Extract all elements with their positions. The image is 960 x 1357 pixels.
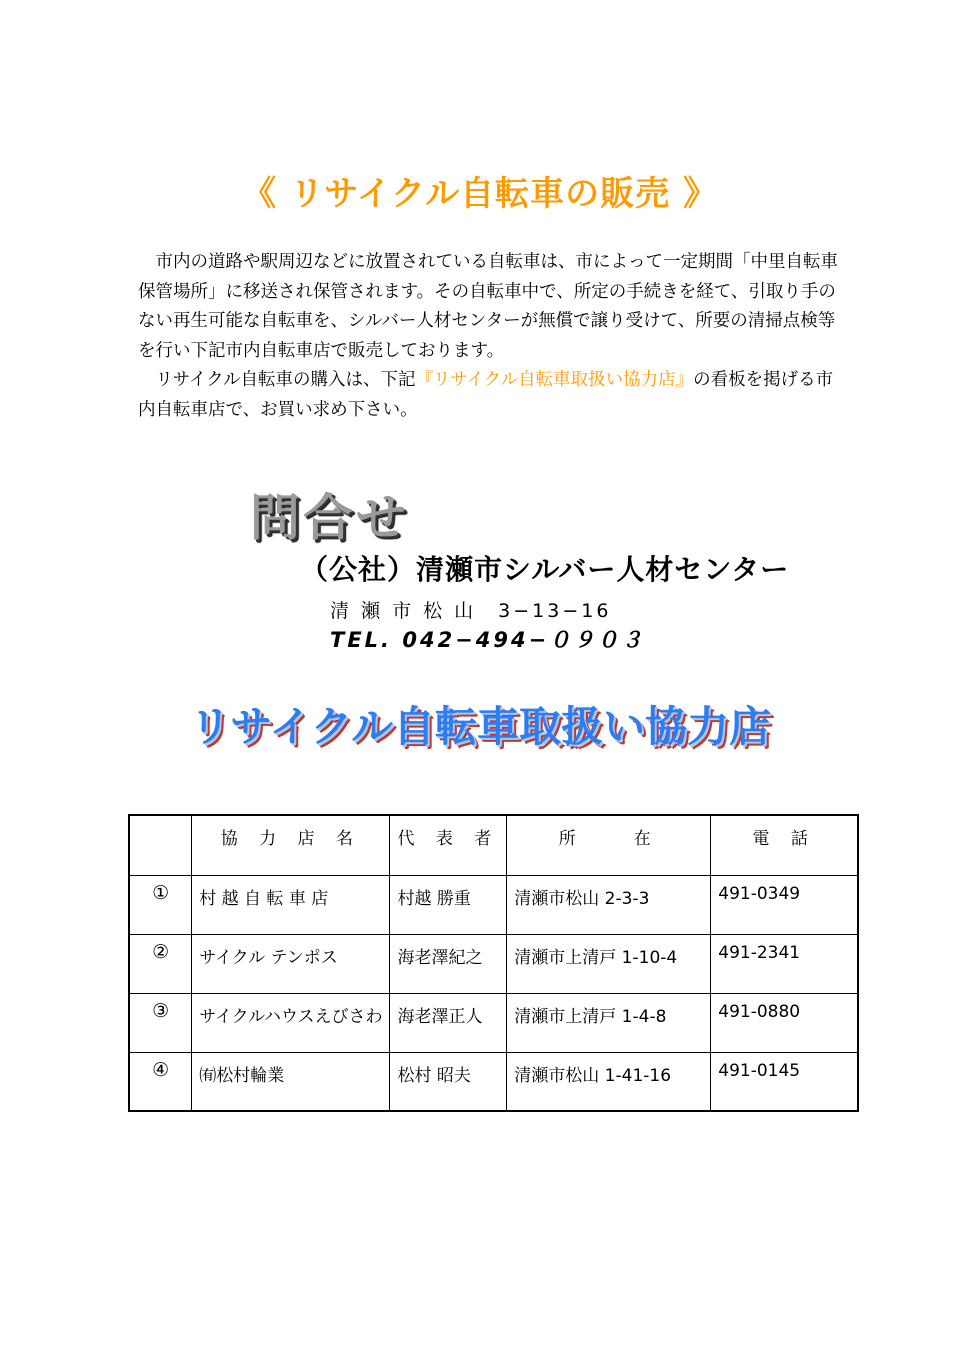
page-title: 《 リサイクル自転車の販売 》 <box>242 174 718 214</box>
phone-number: 491-0349 <box>711 875 858 934</box>
header-phone: 電 話 <box>711 815 858 875</box>
header-location: 所 在 <box>507 815 711 875</box>
shop-name: サイクルハウスえびさわ <box>192 993 390 1052</box>
location: 清瀬市松山 1-41-16 <box>507 1052 711 1111</box>
intro-paragraph-1: 市内の道路や駅周辺などに放置されている自転車は、市によって一定期間「中里自転車保管場所」に移送され保管されます。その自転車中で、所定の手続きを経て、引取り手のない再生可能な自転車を、シルバー人材センターが無償で譲り受けて、所要の清掃点検等を行い下記市内自転車店で販売しております。 <box>138 252 838 361</box>
intro-paragraph-2-highlight: 『リサイクル自転車取扱い協力店』 <box>415 370 694 390</box>
intro-paragraph-2-start: リサイクル自転車の購入は、下記 <box>155 370 416 390</box>
phone-number: 491-2341 <box>711 934 858 993</box>
representative: 松村 昭夫 <box>390 1052 507 1111</box>
table-row <box>129 1052 858 1111</box>
representative: 海老澤紀之 <box>390 934 507 993</box>
shops-table <box>128 814 859 1112</box>
location: 清瀬市上清戸 1-10-4 <box>507 934 711 993</box>
row-number: ④ <box>129 1052 192 1111</box>
table-row <box>129 993 858 1052</box>
row-number: ① <box>129 875 192 934</box>
table-header-row <box>129 815 858 875</box>
header-shop-name: 協 力 店 名 <box>192 815 390 875</box>
location: 清瀬市松山 2-3-3 <box>507 875 711 934</box>
shop-name: サイクル テンポス <box>192 934 390 993</box>
shop-name: 村 越 自 転 車 店 <box>192 875 390 934</box>
table-row <box>129 875 858 934</box>
organization-name: （公社）清瀬市シルバー人材センター <box>300 553 790 586</box>
location: 清瀬市上清戸 1-4-8 <box>507 993 711 1052</box>
table-row <box>129 934 858 993</box>
representative: 村越 勝重 <box>390 875 507 934</box>
shop-name: ㈲松村輪業 <box>192 1052 390 1111</box>
organization-address: 清 瀬 市 松 山 3−13−16 <box>330 600 612 622</box>
intro-text <box>138 248 838 425</box>
phone-number: 491-0880 <box>711 993 858 1052</box>
intro-paragraph-2 <box>138 366 838 425</box>
intro-paragraph-2-end: の看板を掲げる市内自転車店で、お買い求め下さい。 <box>138 370 834 420</box>
organization-phone: TEL. 042−494−０９０３ <box>330 628 646 652</box>
row-number: ③ <box>129 993 192 1052</box>
shops-heading: リサイクル自転車取扱い協力店 <box>188 702 772 751</box>
phone-number: 491-0145 <box>711 1052 858 1111</box>
row-number: ② <box>129 934 192 993</box>
representative: 海老澤正人 <box>390 993 507 1052</box>
header-number <box>129 815 192 875</box>
contact-heading: 問合せ <box>250 488 409 547</box>
header-representative: 代 表 者 <box>390 815 507 875</box>
